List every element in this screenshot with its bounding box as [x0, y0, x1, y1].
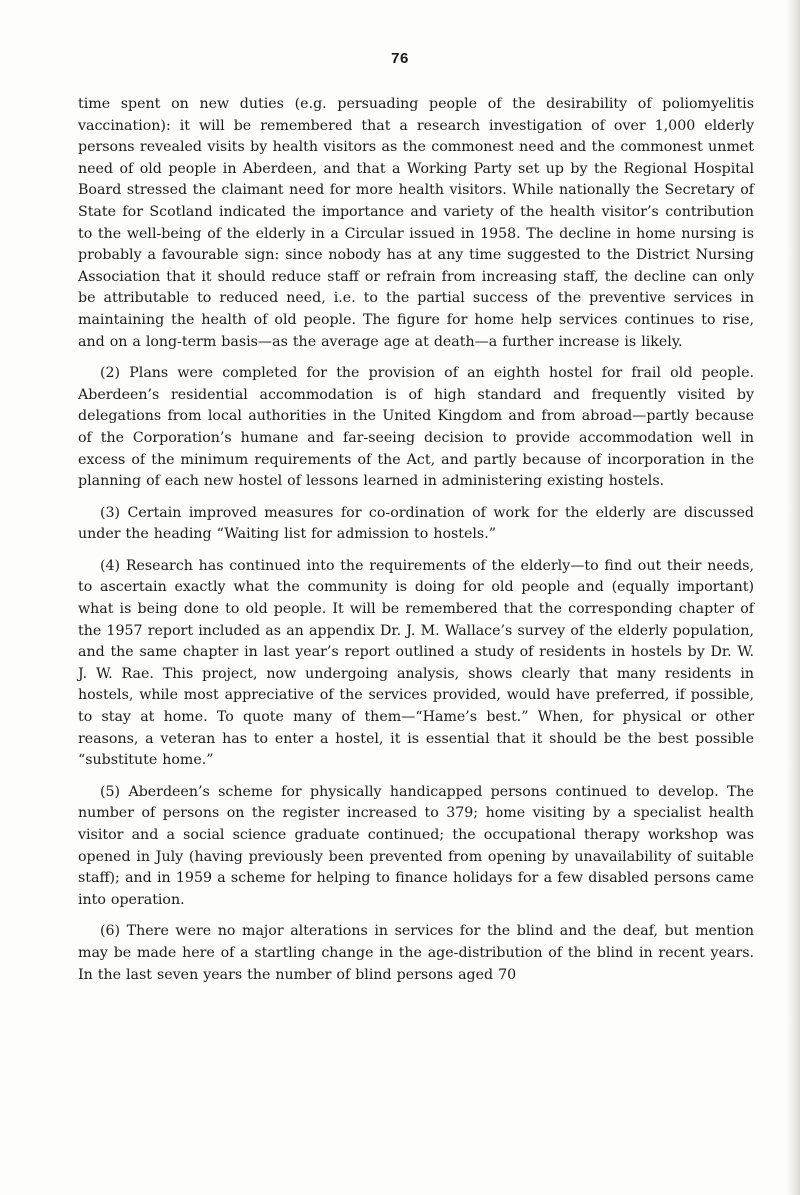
paragraph-6-blind-deaf: (6) There were no major alterations in services for the blind and the deaf, but mention may be made here of a startling change in the age-distribution of the blind in recent years. In the last seven years the number of blind persons aged 70 — [78, 923, 754, 983]
paragraph-5-handicapped: (5) Aberdeen’s scheme for physically handicapped persons continued to develop. The number of persons on the register increased to 379; home visiting by a specialist health visitor and a social science graduate continued; the occupational therapy workshop was opened in July (having previously been prevented from opening by unavailability of suitable staff); and in 1959 a scheme for helping to finance holidays for a few disabled persons came into operation. — [78, 783, 754, 908]
paragraph-2-hostels: (2) Plans were completed for the provision of an eighth hostel for frail old people. Aberdeen’s residential accommodation is of high standard and frequently visited by delegations from local authorities in the United Kingdom and from abroad—partly because of the Corporation’s humane and far-seeing decision to provide accommodation well in excess of the minimum requirements of the Act, and partly because of incorporation in the planning of each new hostel of lessons learned in administering existing hostels. — [78, 365, 754, 490]
paragraph-continued: time spent on new duties (e.g. persuading people of the desirability of poliomyelitis vaccination): it will be remembered that a research investigation of over 1,000 elderly persons revealed visits by health visitors as the commonest need and the commonest unmet need of old people in Aberdeen, and that a Working Party set up by the Regional Hospital Board stressed the claimant need for more health visitors. While nationally the Secretary of State for Scotland indicated the importance and variety of the health visitor’s contribution to the well-being of the elderly in a Circular issued in 1958. The decline in home nursing is probably a favourable sign: since nobody has at any time suggested to the District Nursing Association that it should reduce staff or refrain from increasing staff, the decline can only be attributable to reduced need, i.e. to the partial success of the preventive services in maintaining the health of old people. The figure for home help services continues to rise, and on a long-term basis—as the average age at death—a further increase is likely. — [78, 96, 754, 350]
document-body — [78, 94, 754, 996]
page-number: 76 — [391, 50, 409, 67]
page-edge-shadow — [786, 0, 800, 1195]
paragraph-3-coordination: (3) Certain improved measures for co-ordination of work for the elderly are discussed under the heading “Waiting list for admission to hostels.” — [78, 504, 754, 543]
paragraph-4-research: (4) Research has continued into the requirements of the elderly—to find out their needs, to ascertain exactly what the community is doing for old people and (equally important) what is being done to old people. It will be remembered that the corresponding chapter of the 1957 report included as an appendix Dr. J. M. Wallace’s survey of the elderly population, and the same chapter in last year’s report outlined a study of residents in hostels by Dr. W. J. W. Rae. This project, now undergoing analysis, shows clearly that many residents in hostels, while most appreciative of the services provided, would have preferred, if possible, to stay at home. To quote many of them—“Hame’s best.” When, for physical or other reasons, a veteran has to enter a hostel, it is essential that it should be the best possible “substitute home.” — [78, 557, 754, 769]
